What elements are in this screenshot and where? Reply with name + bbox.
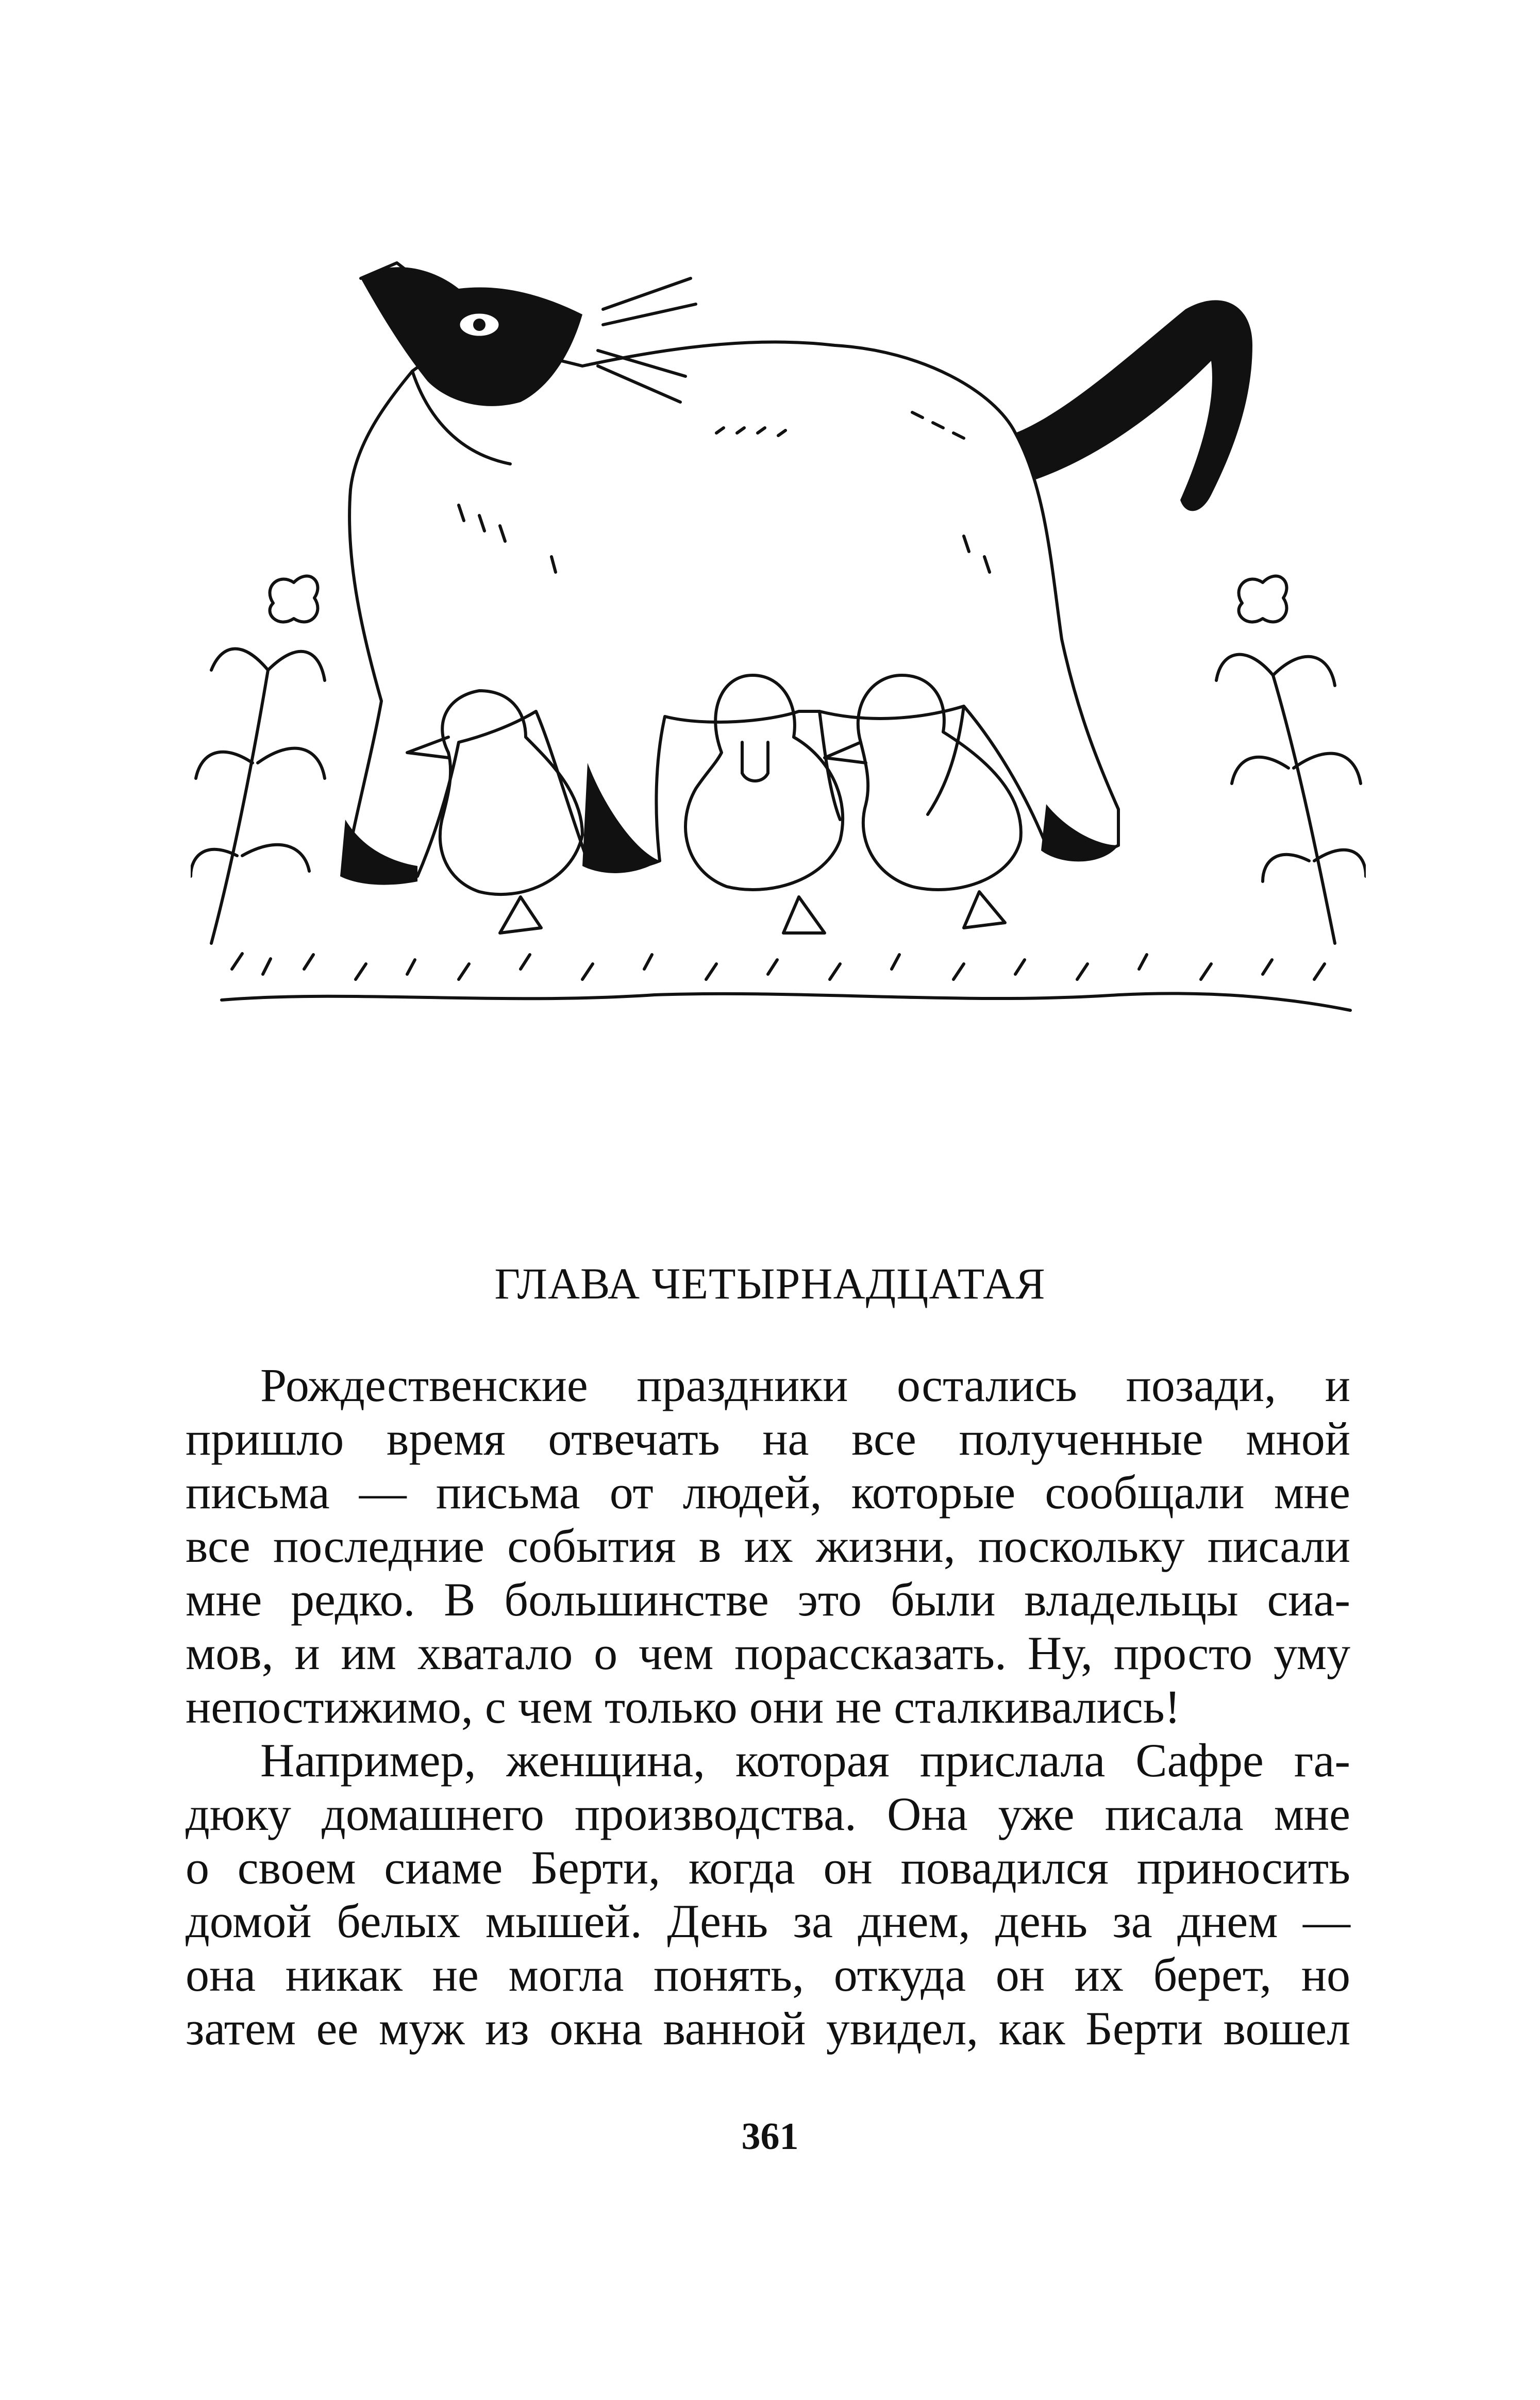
- plant-left: [191, 649, 325, 943]
- text-line: она никак не могла понять, откуда он их берет, но: [186, 1948, 1350, 2001]
- text-line: затем ее муж из окна ванной увидел, как Берти вошел: [186, 2002, 1350, 2055]
- text-line: Например, женщина, которая прислала Сафре га-: [260, 1734, 1350, 1787]
- paragraph-2: [186, 1734, 1350, 2055]
- paragraph-1: [186, 1358, 1350, 1734]
- duckling-left: [440, 691, 582, 894]
- page-number: 361: [741, 2115, 799, 2158]
- text-line: письма — письма от людей, которые сообщали мне: [186, 1466, 1350, 1519]
- text-line: мне редко. В большинстве это были владельцы сиа-: [186, 1573, 1350, 1626]
- text-line: Рождественские праздники остались позади, и: [260, 1359, 1350, 1411]
- text-line: мов, и им хватало о чем порассказать. Ну, просто уму: [186, 1627, 1350, 1679]
- ground-grass: [232, 954, 1325, 979]
- text-line: все последние события в их жизни, поскольку писали: [186, 1520, 1350, 1572]
- plant-right: [1216, 655, 1366, 943]
- text-line: дюку домашнего производства. Она уже писала мне: [186, 1788, 1350, 1840]
- cat-and-ducklings-illustration: [191, 247, 1366, 1119]
- text-line: пришло время отвечать на все полученные мной: [186, 1412, 1350, 1465]
- text-line: о своем сиаме Берти, когда он повадился приносить: [186, 1841, 1350, 1894]
- text-line: домой белых мышей. День за днем, день за днем —: [186, 1895, 1350, 1947]
- chapter-title: ГЛАВА ЧЕТЫРНАДЦАТАЯ: [494, 1259, 1046, 1308]
- cat-body: [345, 342, 1118, 880]
- body-text: [186, 1358, 1350, 2055]
- cat-tail: [1015, 300, 1252, 511]
- duckling-center: [685, 675, 843, 890]
- text-line: непостижимо, с чем только они не сталкивались!: [186, 1680, 1181, 1733]
- duckling-right: [858, 675, 1021, 890]
